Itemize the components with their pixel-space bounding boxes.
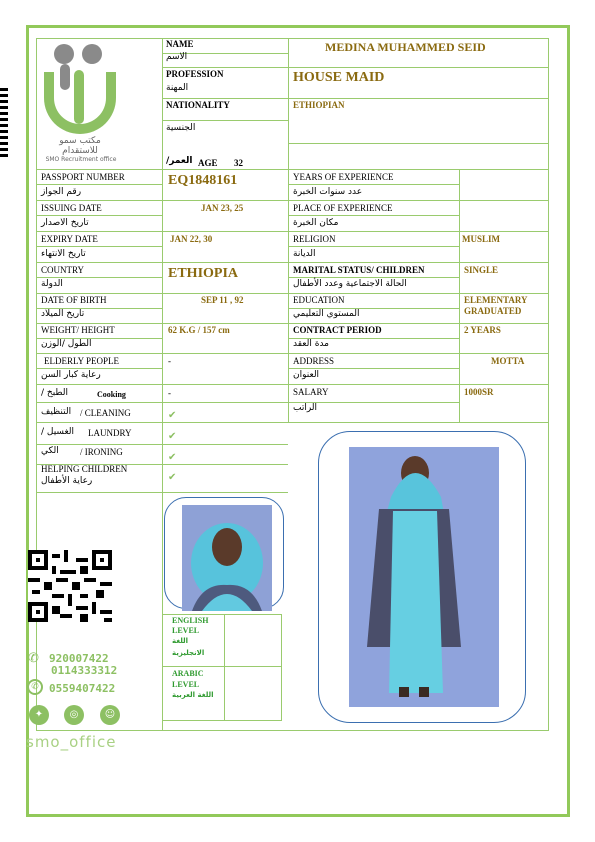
- ironing-label-ar: الكي: [41, 446, 59, 456]
- profession-value: HOUSE MAID: [293, 70, 385, 85]
- place-experience-label-ar: مكان الخبرة: [293, 218, 339, 228]
- arabic-level-label-line2: LEVEL: [172, 680, 200, 689]
- name-label: NAME: [166, 39, 194, 49]
- salary-value: 1000SR: [464, 387, 494, 397]
- years-experience-label-ar: عدد سنوات الخبرة: [293, 187, 363, 197]
- education-label-ar: المستوي التعليمي: [293, 309, 360, 319]
- weight-height-label: WEIGHT/ HEIGHT: [41, 325, 115, 335]
- date-of-birth-value: SEP 11 , 92: [201, 295, 244, 305]
- whatsapp-icon: ✆: [27, 679, 43, 695]
- weight-height-value: 62 K.G / 157 cm: [168, 325, 230, 335]
- passport-number-label-ar: رقم الجواز: [41, 187, 82, 197]
- cleaning-check-icon: ✔: [168, 410, 177, 421]
- ironing-label: / IRONING: [80, 447, 123, 457]
- salary-label: SALARY: [293, 387, 329, 397]
- marital-status-value: SINGLE: [464, 265, 499, 275]
- passport-number-label: PASSPORT NUMBER: [41, 172, 125, 182]
- date-of-birth-label-ar: تاريخ الميلاد: [41, 309, 85, 319]
- country-value: ETHIOPIA: [168, 266, 239, 281]
- address-value: MOTTA: [491, 356, 525, 366]
- english-level-label-ar2: الانجليزية: [172, 649, 205, 657]
- profession-label-ar: المهنة: [166, 83, 189, 93]
- english-level-label-ar1: اللغة: [172, 637, 189, 645]
- weight-height-label-ar: الطول /الوزن: [41, 339, 92, 349]
- salary-label-ar: الراتب: [293, 403, 318, 413]
- age-label-ar: العمر/: [166, 156, 193, 166]
- twitter-icon[interactable]: ✦: [29, 705, 49, 725]
- arabic-level-label-ar1: اللغة العربية: [172, 691, 214, 699]
- english-level-label-line2: LEVEL: [172, 626, 200, 635]
- cleaning-label-ar: التنظيف: [41, 407, 72, 417]
- full-body-photo: [349, 447, 499, 707]
- contract-period-value: 2 YEARS: [464, 325, 501, 335]
- issuing-date-label: ISSUING DATE: [41, 203, 102, 213]
- elderly-people-label: ELDERLY PEOPLE: [44, 356, 120, 366]
- helping-children-label: HELPING CHILDREN: [41, 464, 128, 474]
- logo-arabic-text: مكتب سمو للاستقدام: [59, 136, 101, 156]
- expiry-date-value: JAN 22, 30: [170, 234, 213, 244]
- social-handle: smo_office: [26, 733, 117, 751]
- english-level-label-line1: ENGLISH: [172, 616, 209, 625]
- cooking-label: Cooking: [97, 390, 126, 399]
- issuing-date-value: JAN 23, 25: [201, 203, 244, 213]
- cooking-label-ar: الطبخ /: [41, 388, 69, 398]
- helping-children-label-ar: رعاية الأطفال: [41, 476, 93, 486]
- side-barcode-mark: [0, 88, 8, 158]
- country-label: COUNTRY: [41, 265, 85, 275]
- years-experience-label: YEARS OF EXPERIENCE: [293, 172, 394, 182]
- religion-label-ar: الديانة: [293, 249, 316, 259]
- logo-english-text: SMO Recruitment office: [45, 156, 117, 163]
- laundry-label-ar: الغسيل /: [41, 427, 75, 437]
- cleaning-label: / CLEANING: [80, 408, 131, 418]
- expiry-date-label-ar: تاريخ الانتهاء: [41, 249, 86, 259]
- education-value-line1: ELEMENTARY: [464, 295, 528, 305]
- profession-label: PROFESSION: [166, 69, 224, 79]
- education-label: EDUCATION: [293, 295, 345, 305]
- address-label-ar: العنوان: [293, 370, 320, 380]
- nationality-label-ar: الجنسية: [166, 123, 196, 133]
- name-label-ar: الاسم: [166, 52, 188, 62]
- instagram-icon[interactable]: ◎: [64, 705, 84, 725]
- date-of-birth-label: DATE OF BIRTH: [41, 295, 107, 305]
- name-value: MEDINA MUHAMMED SEID: [325, 40, 486, 54]
- place-experience-label: PLACE OF EXPERIENCE: [293, 203, 393, 213]
- age-label: AGE: [198, 158, 218, 168]
- ironing-check-icon: ✔: [168, 452, 177, 463]
- phone-number-2[interactable]: 0114333312: [51, 664, 118, 677]
- qr-code: [28, 550, 112, 622]
- helping-children-check-icon: ✔: [168, 472, 177, 483]
- whatsapp-number[interactable]: 0559407422: [49, 682, 116, 695]
- portrait-photo: [182, 505, 272, 611]
- address-label: ADDRESS: [293, 356, 335, 366]
- elderly-people-value: -: [168, 356, 171, 366]
- nationality-label: NATIONALITY: [166, 100, 230, 110]
- laundry-label: LAUNDRY: [88, 428, 132, 438]
- marital-status-label: MARITAL STATUS/ CHILDREN: [293, 265, 425, 275]
- contract-period-label: CONTRACT PERIOD: [293, 325, 382, 335]
- country-label-ar: الدولة: [41, 279, 63, 289]
- age-value: 32: [234, 158, 243, 168]
- marital-status-label-ar: الحالة الاجتماعية وعدد الأطفال: [293, 279, 407, 289]
- arabic-level-label-line1: ARABIC: [172, 669, 204, 678]
- snapchat-icon[interactable]: ☺: [100, 705, 120, 725]
- phone-number-1[interactable]: 920007422: [49, 652, 109, 665]
- phone-icon: ✆: [28, 651, 39, 666]
- passport-number-value: EQ1848161: [168, 173, 238, 188]
- issuing-date-label-ar: تاريخ الاصدار: [41, 218, 89, 228]
- religion-label: RELIGION: [293, 234, 336, 244]
- laundry-check-icon: ✔: [168, 431, 177, 442]
- cooking-value: -: [168, 388, 171, 398]
- education-value-line2: GRADUATED: [464, 306, 522, 316]
- elderly-people-label-ar: رعاية كبار السن: [41, 370, 101, 380]
- contract-period-label-ar: مدة العقد: [293, 339, 329, 349]
- expiry-date-label: EXPIRY DATE: [41, 234, 98, 244]
- religion-value: MUSLIM: [462, 234, 500, 244]
- nationality-value: ETHIOPIAN: [293, 100, 345, 110]
